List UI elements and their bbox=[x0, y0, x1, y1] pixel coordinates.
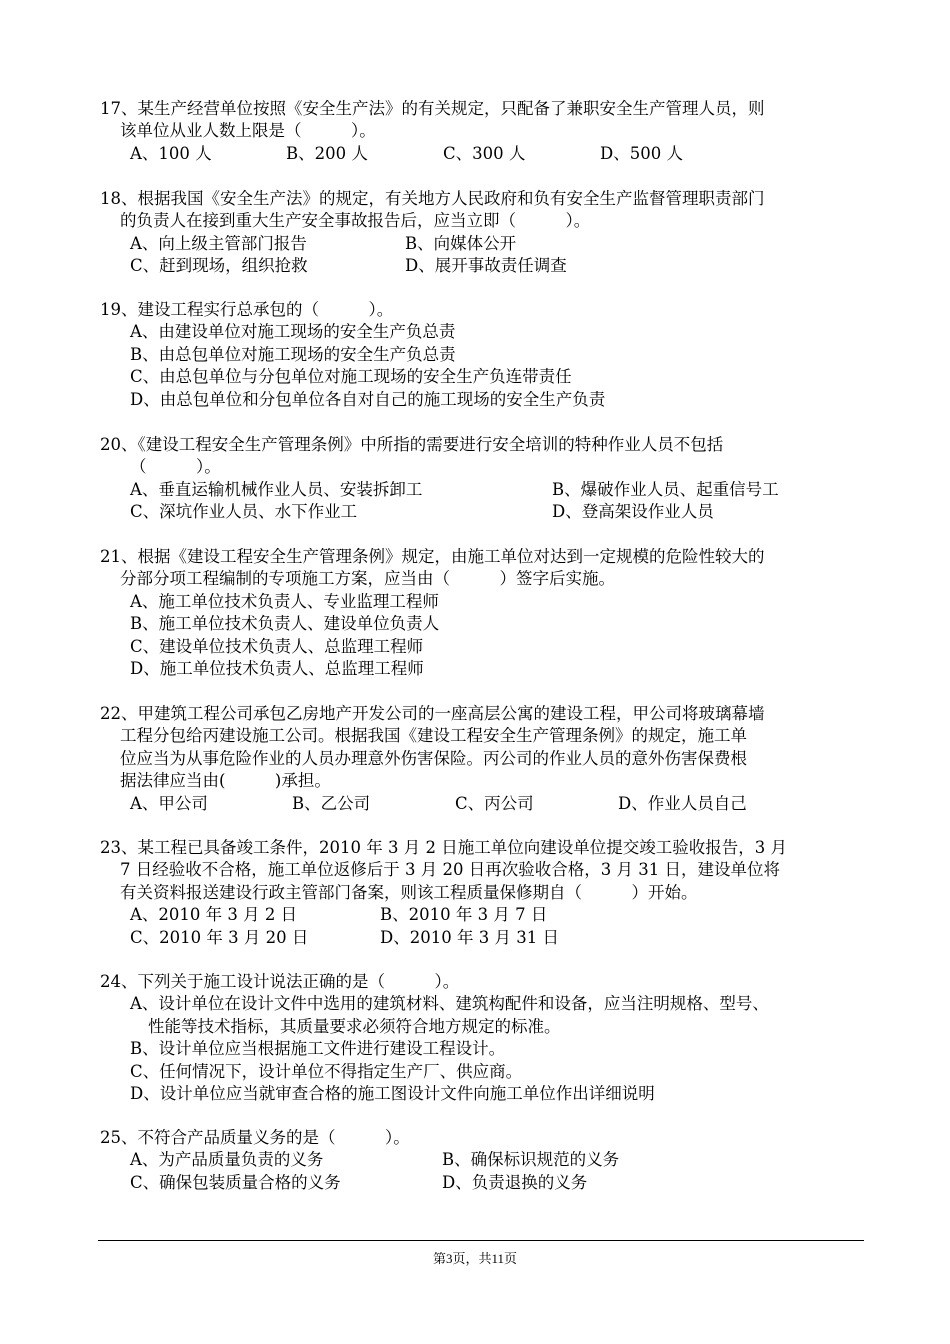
option-c: C、300 人 bbox=[443, 144, 526, 163]
option-b: B、乙公司 bbox=[292, 794, 371, 813]
question-stem: 21、根据《建设工程安全生产管理条例》规定，由施工单位对达到一定规模的危险性较大的 bbox=[100, 547, 765, 566]
option-b: B、爆破作业人员、起重信号工 bbox=[552, 480, 779, 499]
question-stem: 的负责人在接到重大生产安全事故报告后，应当立即（ ）。 bbox=[120, 211, 591, 230]
question-stem: 据法律应当由( )承担。 bbox=[120, 771, 331, 790]
question-stem: 7 日经验收不合格，施工单位返修后于 3 月 20 日再次验收合格，3 月 31 日，建设单位将 bbox=[120, 860, 780, 879]
option-b: B、施工单位技术负责人、建设单位负责人 bbox=[130, 614, 440, 633]
option-c: C、建设单位技术负责人、总监理工程师 bbox=[130, 637, 424, 656]
option-d: D、登高架设作业人员 bbox=[552, 502, 714, 521]
option-d: D、施工单位技术负责人、总监理工程师 bbox=[130, 659, 424, 678]
option-b: B、向媒体公开 bbox=[405, 234, 517, 253]
option-c: C、丙公司 bbox=[455, 794, 534, 813]
question-stem: 25、不符合产品质量义务的是（ ）。 bbox=[100, 1128, 410, 1147]
option-c: C、任何情况下，设计单位不得指定生产厂、供应商。 bbox=[130, 1062, 523, 1081]
question-stem: 24、下列关于施工设计说法正确的是（ ）。 bbox=[100, 972, 460, 991]
option-a: A、垂直运输机械作业人员、安装拆卸工 bbox=[130, 480, 423, 499]
option-a: A、由建设单位对施工现场的安全生产负总责 bbox=[130, 322, 456, 341]
option-a: A、施工单位技术负责人、专业监理工程师 bbox=[130, 592, 439, 611]
option-d: D、2010 年 3 月 31 日 bbox=[380, 928, 559, 947]
option-c: C、赶到现场，组织抢救 bbox=[130, 256, 308, 275]
option-a: A、100 人 bbox=[130, 144, 212, 163]
page-number: 第3页，共11页 bbox=[432, 1251, 518, 1266]
option-b: B、2010 年 3 月 7 日 bbox=[380, 905, 548, 924]
option-c: C、由总包单位与分包单位对施工现场的安全生产负连带责任 bbox=[130, 367, 572, 386]
question-stem: 20、《建设工程安全生产管理条例》中所指的需要进行安全培训的特种作业人员不包括 bbox=[100, 435, 724, 454]
option-b: B、确保标识规范的义务 bbox=[442, 1150, 620, 1169]
option-d: D、由总包单位和分包单位各自对自己的施工现场的安全生产负责 bbox=[130, 390, 606, 409]
option-c: C、2010 年 3 月 20 日 bbox=[130, 928, 309, 947]
question-stem: 17、某生产经营单位按照《安全生产法》的有关规定，只配备了兼职安全生产管理人员，则 bbox=[100, 99, 765, 118]
option-d: D、负责退换的义务 bbox=[442, 1173, 588, 1192]
option-b: B、200 人 bbox=[286, 144, 368, 163]
question-stem: 工程分包给丙建设施工公司。根据我国《建设工程安全生产管理条例》的规定，施工单 bbox=[120, 726, 747, 745]
option-c: C、深坑作业人员、水下作业工 bbox=[130, 502, 358, 521]
question-stem: 位应当为从事危险作业的人员办理意外伤害保险。丙公司的作业人员的意外伤害保费根 bbox=[120, 749, 747, 768]
option-d: D、作业人员自己 bbox=[618, 794, 747, 813]
question-stem: （ ）。 bbox=[130, 457, 221, 476]
question-stem: 18、根据我国《安全生产法》的规定，有关地方人民政府和负有安全生产监督管理职责部门 bbox=[100, 189, 765, 208]
option-a: A、向上级主管部门报告 bbox=[130, 234, 307, 253]
question-stem: 有关资料报送建设行政主管部门备案，则该工程质量保修期自（ ）开始。 bbox=[120, 883, 698, 902]
question-stem: 分部分项工程编制的专项施工方案，应当由（ ）签字后实施。 bbox=[120, 569, 615, 588]
question-stem: 22、甲建筑工程公司承包乙房地产开发公司的一座高层公寓的建设工程，甲公司将玻璃幕墙 bbox=[100, 704, 765, 723]
option-a: A、甲公司 bbox=[130, 794, 208, 813]
option-b: B、由总包单位对施工现场的安全生产负总责 bbox=[130, 345, 456, 364]
option-b: B、设计单位应当根据施工文件进行建设工程设计。 bbox=[130, 1039, 506, 1058]
question-stem: 23、某工程已具备竣工条件，2010 年 3 月 2 日施工单位向建设单位提交竣工验收报告，3 月 bbox=[100, 838, 787, 857]
option-d: D、设计单位应当就审查合格的施工图设计文件向施工单位作出详细说明 bbox=[130, 1084, 655, 1103]
question-stem: 该单位从业人数上限是（ ）。 bbox=[120, 121, 376, 140]
option-d: D、500 人 bbox=[600, 144, 683, 163]
option-d: D、展开事故责任调查 bbox=[405, 256, 567, 275]
option-a: A、设计单位在设计文件中选用的建筑材料、建筑构配件和设备，应当注明规格、型号、 bbox=[130, 994, 769, 1013]
option-a: A、2010 年 3 月 2 日 bbox=[130, 905, 298, 924]
option-a-continued: 性能等技术指标，其质量要求必须符合地方规定的标准。 bbox=[148, 1017, 561, 1036]
question-stem: 19、建设工程实行总承包的（ ）。 bbox=[100, 300, 394, 319]
option-a: A、为产品质量负责的义务 bbox=[130, 1150, 324, 1169]
option-c: C、确保包装质量合格的义务 bbox=[130, 1173, 341, 1192]
footer-divider bbox=[98, 1240, 864, 1241]
